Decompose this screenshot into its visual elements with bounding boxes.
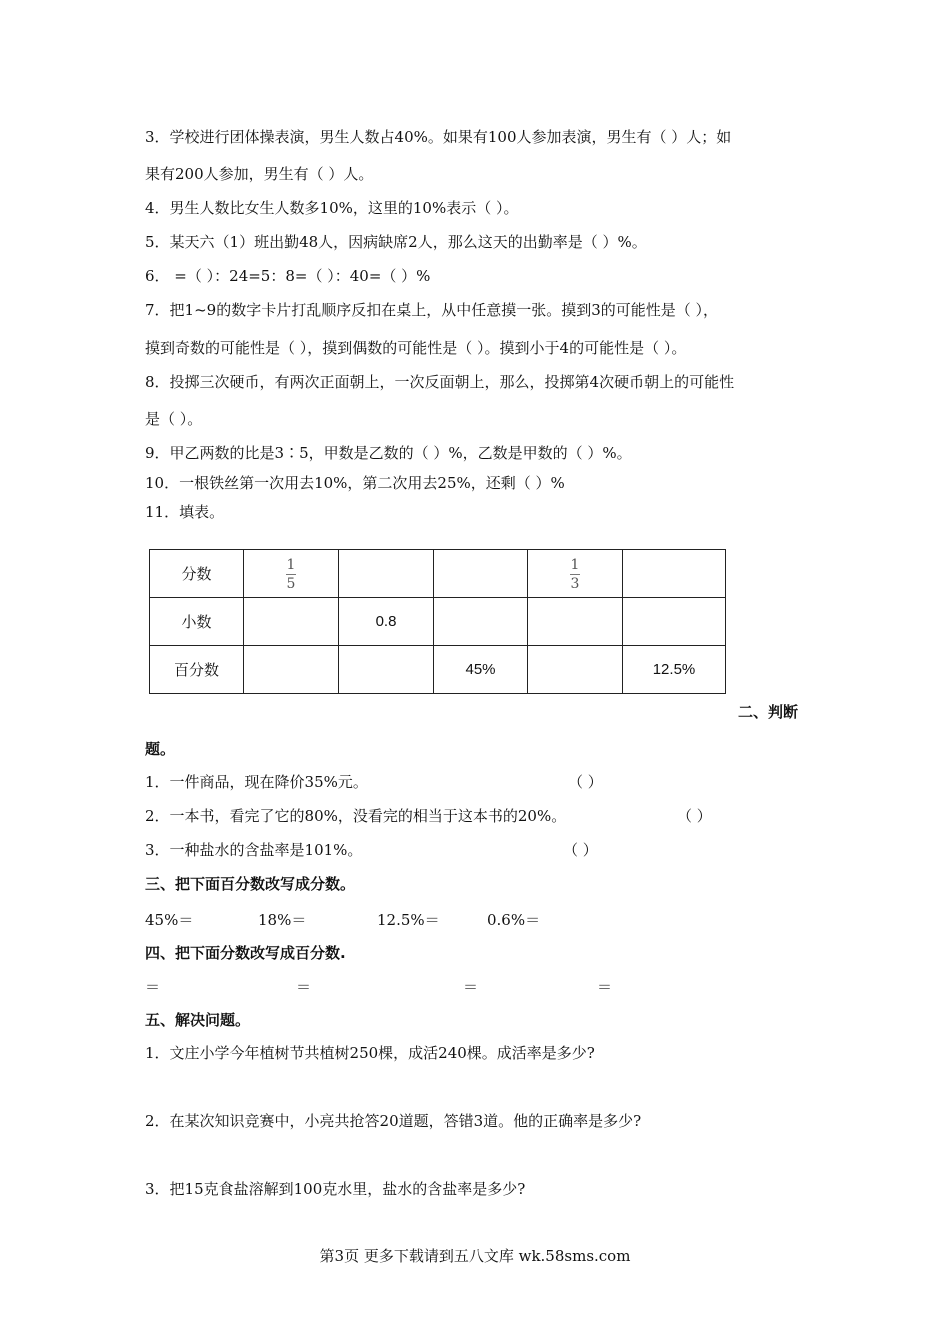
question-7-line-2: 摸到奇数的可能性是（ ），摸到偶数的可能性是（ ）。摸到小于4的可能性是（ ）。 — [145, 339, 687, 357]
problem-3: 3．把15克食盐溶解到100克水里，盐水的含盐率是多少? — [145, 1180, 526, 1198]
question-4: 4．男生人数比女生人数多10%，这里的10%表示（ ）。 — [145, 199, 519, 217]
percent-to-fraction-item: 12.5%＝ — [377, 911, 440, 929]
section-2-heading-part-2: 题。 — [145, 740, 176, 758]
fraction-to-percent-item: ＝ — [463, 978, 479, 996]
question-11: 11．填表。 — [145, 503, 225, 521]
question-9: 9．甲乙两数的比是3∶5，甲数是乙数的（ ）%，乙数是甲数的（ ）%。 — [145, 444, 632, 462]
fraction — [286, 557, 296, 592]
table-cell — [434, 550, 528, 598]
table-cell — [244, 550, 339, 598]
table-cell: 12.5% — [623, 646, 726, 694]
table-row-decimal — [150, 598, 726, 646]
judge-answer-paren-3: （ ） — [563, 841, 598, 859]
table-cell — [244, 598, 339, 646]
fraction-to-percent-item: ＝ — [597, 978, 613, 996]
question-7-line-1: 7．把1~9的数字卡片打乱顺序反扣在桌上，从中任意摸一张。摸到3的可能性是（ ）， — [145, 301, 719, 319]
table-cell — [623, 598, 726, 646]
judge-answer-paren-1: （ ） — [568, 773, 603, 791]
percent-to-fraction-item: 45%＝ — [145, 911, 194, 929]
table-cell — [528, 598, 623, 646]
section-2-heading-part-1: 二、判断 — [738, 703, 799, 721]
numerator: 1 — [286, 557, 296, 573]
section-3-heading: 三、把下面百分数改写成分数。 — [145, 875, 356, 893]
table-row-label: 分数 — [150, 550, 244, 598]
fraction — [570, 557, 580, 592]
table-row-fraction — [150, 550, 726, 598]
question-10: 10．一根铁丝第一次用去10%，第二次用去25%，还剩（ ）% — [145, 474, 565, 492]
question-5: 5．某天六（1）班出勤48人，因病缺席2人，那么这天的出勤率是（ ）%。 — [145, 233, 647, 251]
problem-2: 2．在某次知识竞赛中，小亮共抢答20道题，答错3道。他的正确率是多少? — [145, 1112, 642, 1130]
question-8-line-1: 8．投掷三次硬币，有两次正面朝上，一次反面朝上，那么，投掷第4次硬币朝上的可能性 — [145, 373, 735, 391]
table-cell — [339, 550, 434, 598]
percent-to-fraction-item: 0.6%＝ — [487, 911, 541, 929]
section-5-heading: 五、解决问题。 — [145, 1011, 251, 1029]
table-row-percent — [150, 646, 726, 694]
judge-item-1: 1．一件商品，现在降价35%元。 — [145, 773, 368, 791]
judge-item-2: 2．一本书，看完了它的80%，没看完的相当于这本书的20%。 — [145, 807, 567, 825]
question-8-line-2: 是（ ）。 — [145, 410, 203, 428]
denominator: 5 — [286, 576, 296, 592]
question-3-line-2: 果有200人参加，男生有（ ）人。 — [145, 165, 374, 183]
question-3-line-1: 3．学校进行团体操表演，男生人数占40%。如果有100人参加表演，男生有（ ）人；如 — [145, 128, 732, 146]
problem-1: 1．文庄小学今年植树节共植树250棵，成活240棵。成活率是多少? — [145, 1044, 595, 1062]
table-cell: 0.8 — [339, 598, 434, 646]
fraction-to-percent-item: ＝ — [296, 978, 312, 996]
table-cell — [434, 598, 528, 646]
judge-answer-paren-2: （ ） — [677, 807, 712, 825]
judge-item-3: 3．一种盐水的含盐率是101%。 — [145, 841, 363, 859]
table-row-label: 百分数 — [150, 646, 244, 694]
fraction-to-percent-item: ＝ — [145, 978, 161, 996]
table-cell — [244, 646, 339, 694]
numerator: 1 — [570, 557, 580, 573]
table-cell — [623, 550, 726, 598]
table-cell — [528, 550, 623, 598]
page-footer: 第3页 更多下载请到五八文库 wk.58sms.com — [319, 1247, 631, 1265]
question-6: 6． =（ ）：24=5：8=（ ）：40=（ ）% — [145, 267, 431, 285]
table-cell — [339, 646, 434, 694]
table-cell: 45% — [434, 646, 528, 694]
denominator: 3 — [570, 576, 580, 592]
table-cell — [528, 646, 623, 694]
percent-to-fraction-item: 18%＝ — [258, 911, 307, 929]
section-4-heading: 四、把下面分数改写成百分数. — [145, 944, 346, 962]
table-row-label: 小数 — [150, 598, 244, 646]
conversion-table — [149, 549, 726, 694]
